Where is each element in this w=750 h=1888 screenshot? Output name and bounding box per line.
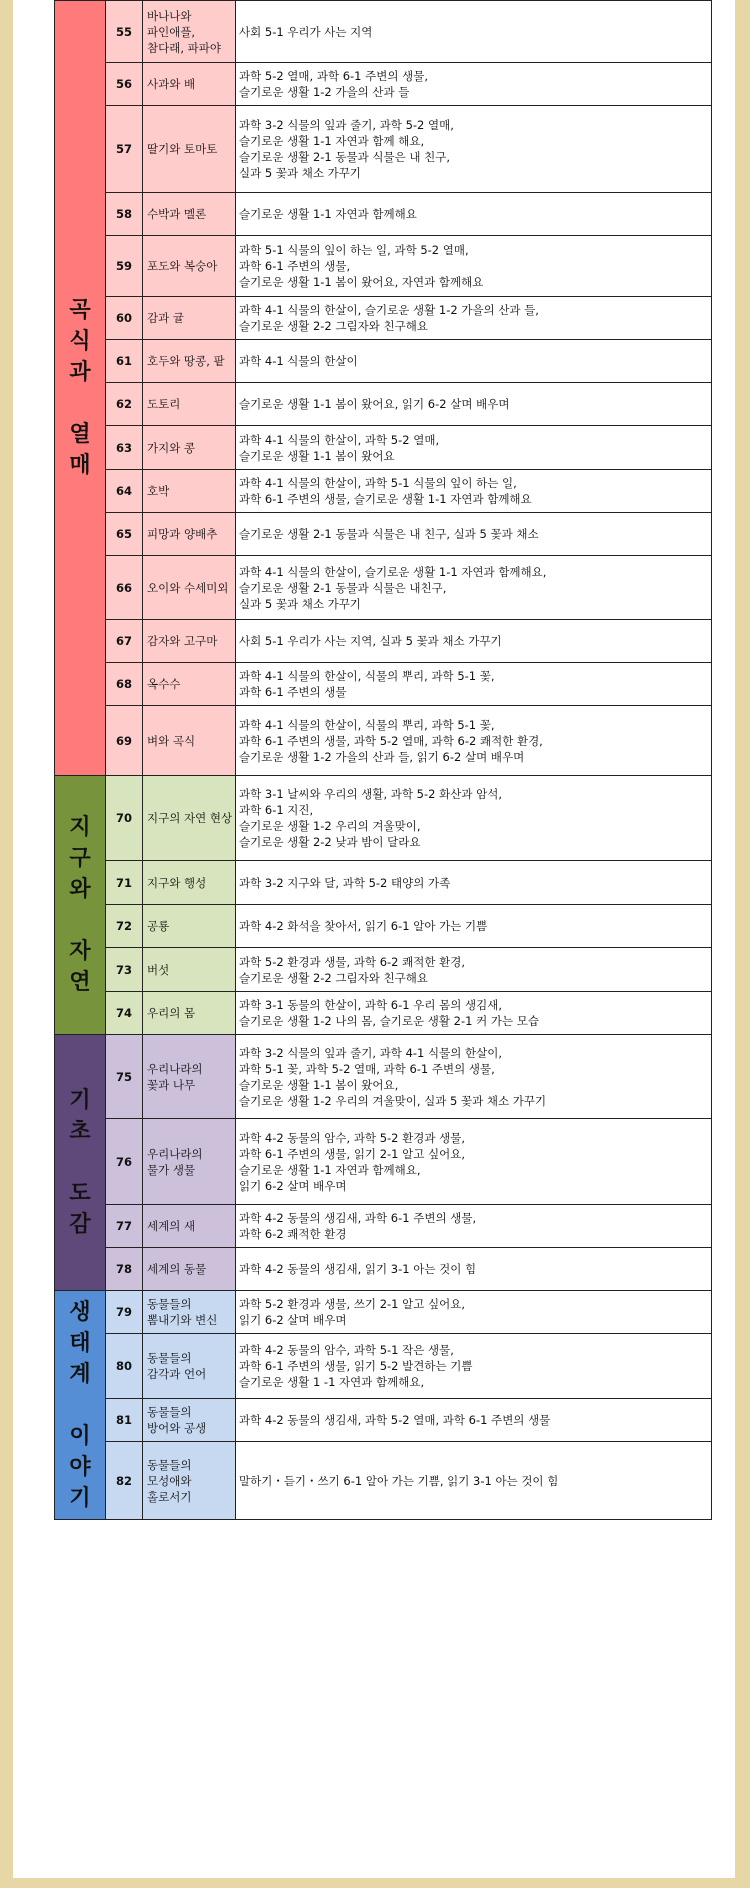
curriculum-link: 슬기로운 생활 1-1 봄이 왔어요, 읽기 6-2 살며 배우며 xyxy=(236,383,712,426)
curriculum-link: 과학 4-1 식물의 한살이, 슬기로운 생활 1-2 가을의 산과 들, 슬기로운 생활 2-2 그림자와 친구해요 xyxy=(236,297,712,340)
row-number: 59 xyxy=(106,236,143,297)
table-row xyxy=(55,513,712,556)
row-number: 74 xyxy=(106,992,143,1035)
table-row xyxy=(55,1205,712,1248)
book-title: 피망과 양배추 xyxy=(143,513,236,556)
book-title: 지구의 자연 현상 xyxy=(143,776,236,861)
row-number: 57 xyxy=(106,106,143,193)
curriculum-link: 슬기로운 생활 2-1 동물과 식물은 내 친구, 실과 5 꽃과 채소 xyxy=(236,513,712,556)
curriculum-link: 말하기・듣기・쓰기 6-1 알아 가는 기쁨, 읽기 3-1 아는 것이 힘 xyxy=(236,1442,712,1520)
table-row xyxy=(55,1291,712,1334)
curriculum-link: 과학 3-2 식물의 잎과 줄기, 과학 5-2 열매, 슬기로운 생활 1-1 자연과 함께 해요, 슬기로운 생활 2-1 동물과 식물은 내 친구, 실과 5 꽃과 채소 가꾸기 xyxy=(236,106,712,193)
book-title: 벼와 곡식 xyxy=(143,706,236,776)
row-number: 77 xyxy=(106,1205,143,1248)
row-number: 56 xyxy=(106,63,143,106)
curriculum-link: 과학 4-1 식물의 한살이 xyxy=(236,340,712,383)
row-number: 80 xyxy=(106,1334,143,1399)
table-row xyxy=(55,663,712,706)
curriculum-link: 과학 3-1 날씨와 우리의 생활, 과학 5-2 화산과 암석, 과학 6-1 지진, 슬기로운 생활 1-2 우리의 겨울맞이, 슬기로운 생활 2-2 낮과 밤이 달라요 xyxy=(236,776,712,861)
book-title: 사과와 배 xyxy=(143,63,236,106)
curriculum-link: 사회 5-1 우리가 사는 지역 xyxy=(236,1,712,63)
curriculum-table xyxy=(54,0,712,1520)
book-title: 세계의 동물 xyxy=(143,1248,236,1291)
table-row xyxy=(55,340,712,383)
row-number: 68 xyxy=(106,663,143,706)
table-row xyxy=(55,861,712,905)
book-title: 바나나와 파인애플, 참다래, 파파야 xyxy=(143,1,236,63)
curriculum-link: 과학 5-2 환경과 생물, 쓰기 2-1 알고 싶어요, 읽기 6-2 살며 배우며 xyxy=(236,1291,712,1334)
curriculum-link: 과학 4-2 동물의 생김새, 과학 6-1 주변의 생물, 과학 6-2 쾌적한 환경 xyxy=(236,1205,712,1248)
table-row xyxy=(55,1442,712,1520)
curriculum-link: 과학 4-2 화석을 찾아서, 읽기 6-1 알아 가는 기쁨 xyxy=(236,905,712,948)
book-title: 공룡 xyxy=(143,905,236,948)
row-number: 66 xyxy=(106,556,143,620)
book-title: 수박과 멜론 xyxy=(143,193,236,236)
book-title: 오이와 수세미외 xyxy=(143,556,236,620)
book-title: 지구와 행성 xyxy=(143,861,236,905)
row-number: 60 xyxy=(106,297,143,340)
book-title: 옥수수 xyxy=(143,663,236,706)
curriculum-link: 과학 4-2 동물의 암수, 과학 5-1 작은 생물, 과학 6-1 주변의 생물, 읽기 5-2 발견하는 기쁨 슬기로운 생활 1 -1 자연과 함께해요, xyxy=(236,1334,712,1399)
row-number: 69 xyxy=(106,706,143,776)
curriculum-link: 과학 4-2 동물의 암수, 과학 5-2 환경과 생물, 과학 6-1 주변의 생물, 읽기 2-1 알고 싶어요, 슬기로운 생활 1-1 자연과 함께해요, 읽기 6-2 살며 배우며 xyxy=(236,1119,712,1205)
page-background xyxy=(13,0,735,1878)
row-number: 71 xyxy=(106,861,143,905)
table-row xyxy=(55,1334,712,1399)
category-basic-guide xyxy=(55,1035,106,1291)
book-title: 동물들의 감각과 언어 xyxy=(143,1334,236,1399)
curriculum-link: 과학 4-2 동물의 생김새, 과학 5-2 열매, 과학 6-1 주변의 생물 xyxy=(236,1399,712,1442)
table-row xyxy=(55,236,712,297)
row-number: 62 xyxy=(106,383,143,426)
book-title: 우리의 몸 xyxy=(143,992,236,1035)
row-number: 82 xyxy=(106,1442,143,1520)
book-title: 포도와 복숭아 xyxy=(143,236,236,297)
row-number: 67 xyxy=(106,620,143,663)
curriculum-link: 과학 4-1 식물의 한살이, 과학 5-1 식물의 잎이 하는 일, 과학 6-1 주변의 생물, 슬기로운 생활 1-1 자연과 함께해요 xyxy=(236,470,712,513)
category-label: 생 태 계 이 야 기 xyxy=(69,1299,91,1511)
curriculum-link: 과학 4-1 식물의 한살이, 식물의 뿌리, 과학 5-1 꽃, 과학 6-1 주변의 생물, 과학 5-2 열매, 과학 6-2 쾌적한 환경, 슬기로운 생활 1-2 가을의 산과 들, 읽기 6-2 살며 배우며 xyxy=(236,706,712,776)
category-label: 곡 식 과 열 매 xyxy=(69,298,91,478)
curriculum-link: 과학 3-2 지구와 달, 과학 5-2 태양의 가족 xyxy=(236,861,712,905)
book-title: 버섯 xyxy=(143,948,236,992)
curriculum-link: 과학 4-2 동물의 생김새, 읽기 3-1 아는 것이 힘 xyxy=(236,1248,712,1291)
table-row xyxy=(55,948,712,992)
book-title: 딸기와 토마토 xyxy=(143,106,236,193)
category-label: 지 구 와 자 연 xyxy=(69,815,91,995)
curriculum-link: 과학 5-1 식물의 잎이 하는 일, 과학 5-2 열매, 과학 6-1 주변의 생물, 슬기로운 생활 1-1 봄이 왔어요, 자연과 함께해요 xyxy=(236,236,712,297)
category-grain-fruit xyxy=(55,1,106,776)
curriculum-link: 과학 5-2 열매, 과학 6-1 주변의 생물, 슬기로운 생활 1-2 가을의 산과 들 xyxy=(236,63,712,106)
book-title: 동물들의 모성애와 홀로서기 xyxy=(143,1442,236,1520)
book-title: 호박 xyxy=(143,470,236,513)
table-row xyxy=(55,1035,712,1119)
row-number: 64 xyxy=(106,470,143,513)
table-row xyxy=(55,1248,712,1291)
book-title: 동물들의 뽐내기와 변신 xyxy=(143,1291,236,1334)
row-number: 72 xyxy=(106,905,143,948)
book-title: 가지와 콩 xyxy=(143,426,236,470)
book-title: 감과 귤 xyxy=(143,297,236,340)
curriculum-link: 과학 4-1 식물의 한살이, 식물의 뿌리, 과학 5-1 꽃, 과학 6-1 주변의 생물 xyxy=(236,663,712,706)
book-title: 우리나라의 물가 생물 xyxy=(143,1119,236,1205)
table-row xyxy=(55,1,712,63)
curriculum-link: 과학 3-2 식물의 잎과 줄기, 과학 4-1 식물의 한살이, 과학 5-1 꽃, 과학 5-2 열매, 과학 6-1 주변의 생물, 슬기로운 생활 1-1 봄이 왔어요, 슬기로운 생활 1-2 우리의 겨울맞이, 실과 5 꽃과 채소 가꾸기 xyxy=(236,1035,712,1119)
book-title: 동물들의 방어와 공생 xyxy=(143,1399,236,1442)
table-row xyxy=(55,193,712,236)
table-row xyxy=(55,992,712,1035)
row-number: 61 xyxy=(106,340,143,383)
table-row xyxy=(55,556,712,620)
table-row xyxy=(55,905,712,948)
table-row xyxy=(55,776,712,861)
table-row xyxy=(55,106,712,193)
row-number: 63 xyxy=(106,426,143,470)
category-ecosystem-story xyxy=(55,1291,106,1520)
book-title: 세계의 새 xyxy=(143,1205,236,1248)
table-row xyxy=(55,1399,712,1442)
table-row xyxy=(55,63,712,106)
row-number: 79 xyxy=(106,1291,143,1334)
curriculum-link: 과학 5-2 환경과 생물, 과학 6-2 쾌적한 환경, 슬기로운 생활 2-2 그림자와 친구해요 xyxy=(236,948,712,992)
row-number: 55 xyxy=(106,1,143,63)
curriculum-link: 슬기로운 생활 1-1 자연과 함께해요 xyxy=(236,193,712,236)
row-number: 78 xyxy=(106,1248,143,1291)
row-number: 58 xyxy=(106,193,143,236)
curriculum-link: 과학 3-1 동물의 한살이, 과학 6-1 우리 몸의 생김새, 슬기로운 생활 1-2 나의 몸, 슬기로운 생활 2-1 커 가는 모습 xyxy=(236,992,712,1035)
table-row xyxy=(55,297,712,340)
table-row xyxy=(55,470,712,513)
table-row xyxy=(55,383,712,426)
table-row xyxy=(55,426,712,470)
table-row xyxy=(55,706,712,776)
table-row xyxy=(55,1119,712,1205)
curriculum-link: 사회 5-1 우리가 사는 지역, 실과 5 꽃과 채소 가꾸기 xyxy=(236,620,712,663)
category-label: 기 초 도 감 xyxy=(69,1088,91,1237)
book-title: 감자와 고구마 xyxy=(143,620,236,663)
category-earth-nature xyxy=(55,776,106,1035)
row-number: 65 xyxy=(106,513,143,556)
book-title: 호두와 땅콩, 팥 xyxy=(143,340,236,383)
table-row xyxy=(55,620,712,663)
book-title: 우리나라의 꽃과 나무 xyxy=(143,1035,236,1119)
row-number: 75 xyxy=(106,1035,143,1119)
curriculum-link: 과학 4-1 식물의 한살이, 과학 5-2 열매, 슬기로운 생활 1-1 봄이 왔어요 xyxy=(236,426,712,470)
row-number: 70 xyxy=(106,776,143,861)
row-number: 73 xyxy=(106,948,143,992)
row-number: 76 xyxy=(106,1119,143,1205)
row-number: 81 xyxy=(106,1399,143,1442)
book-title: 도토리 xyxy=(143,383,236,426)
curriculum-link: 과학 4-1 식물의 한살이, 슬기로운 생활 1-1 자연과 함께해요, 슬기로운 생활 2-1 동물과 식물은 내친구, 실과 5 꽃과 채소 가꾸기 xyxy=(236,556,712,620)
